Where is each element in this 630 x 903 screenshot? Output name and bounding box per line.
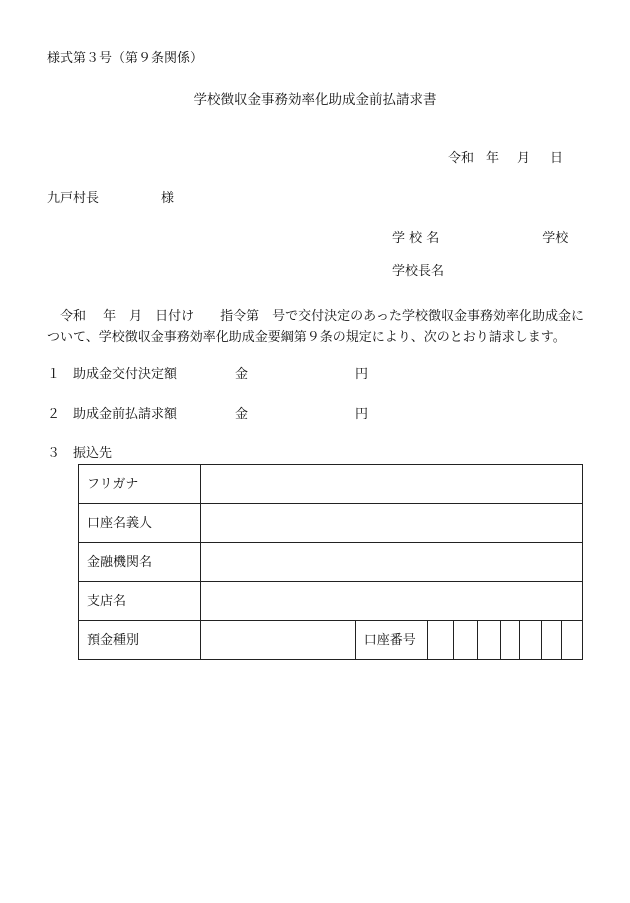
account-digit-cell[interactable]	[519, 621, 541, 660]
account-holder-label: 口座名義人	[79, 504, 201, 543]
furigana-field[interactable]	[200, 465, 582, 504]
branch-name-label: 支店名	[79, 582, 201, 621]
item-yen: 円	[355, 367, 369, 382]
item-grant-decided-amount	[47, 368, 368, 381]
item-transfer-destination	[47, 447, 112, 460]
document-title: 学校徴収金事務効率化助成金前払請求書	[193, 92, 437, 108]
table-row-deposit	[79, 621, 583, 660]
table-row-account-holder	[79, 504, 583, 543]
item-number: ３	[47, 446, 61, 461]
account-number-label: 口座番号	[355, 621, 427, 660]
item-number: １	[47, 367, 61, 382]
branch-name-field[interactable]	[200, 582, 582, 621]
item-advance-request-amount	[47, 408, 368, 421]
account-digit-cell[interactable]	[562, 621, 583, 660]
request-paragraph: 令和 年 月 日付け 指令第 号で交付決定のあった学校徴収金事務効率化助成金について、学校徴収金事務効率化助成金要綱第９条の規定により、次のとおり請求します。	[47, 309, 585, 345]
deposit-type-label: 預金種別	[79, 621, 201, 660]
school-name-suffix: 学校	[542, 231, 569, 246]
item-label: 助成金交付決定額	[73, 367, 178, 382]
addressee-honorific: 様	[161, 191, 175, 206]
date-month: 月	[517, 151, 531, 166]
item-label: 助成金前払請求額	[73, 407, 178, 422]
date-line	[448, 152, 563, 165]
school-name-line	[392, 232, 568, 245]
principal-name-label: 学校長名	[392, 264, 445, 279]
furigana-label: フリガナ	[79, 465, 201, 504]
bank-name-field[interactable]	[200, 543, 582, 582]
date-era: 令和	[448, 151, 475, 166]
table-row-furigana	[79, 465, 583, 504]
addressee	[47, 192, 174, 205]
table-row-branch	[79, 582, 583, 621]
deposit-type-field[interactable]	[200, 621, 355, 660]
transfer-table	[78, 464, 583, 660]
item-number: ２	[47, 407, 61, 422]
bank-name-label: 金融機関名	[79, 543, 201, 582]
date-day: 日	[550, 151, 564, 166]
date-year: 年	[486, 151, 500, 166]
account-digit-cell[interactable]	[501, 621, 520, 660]
account-digit-cell[interactable]	[453, 621, 477, 660]
account-digit-cell[interactable]	[477, 621, 501, 660]
table-row-bank	[79, 543, 583, 582]
item-kin: 金	[235, 407, 249, 422]
account-digit-cell[interactable]	[428, 621, 454, 660]
account-holder-field[interactable]	[200, 504, 582, 543]
item-label: 振込先	[73, 446, 113, 461]
account-digit-cell[interactable]	[541, 621, 562, 660]
addressee-name: 九戸村長	[47, 191, 100, 206]
form-number: 様式第３号（第９条関係）	[47, 51, 204, 66]
item-yen: 円	[355, 407, 369, 422]
school-name-label: 学 校 名	[392, 231, 440, 246]
item-kin: 金	[235, 367, 249, 382]
